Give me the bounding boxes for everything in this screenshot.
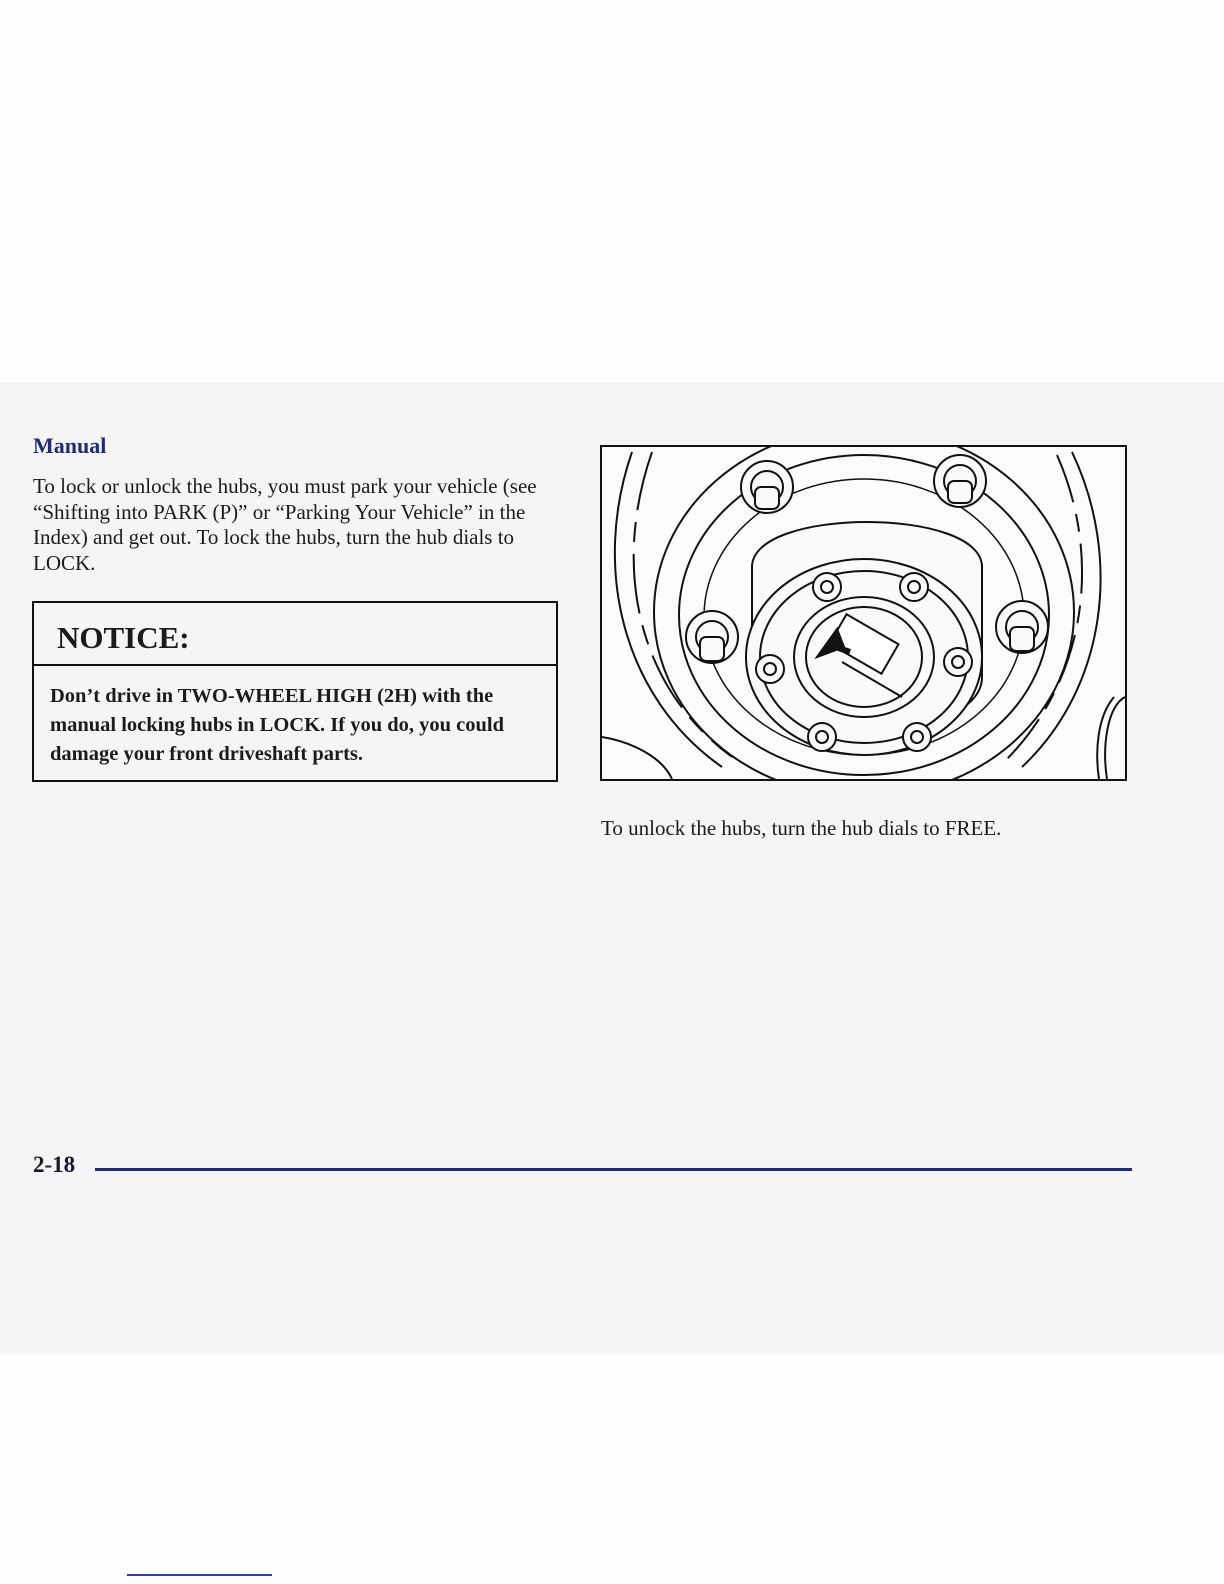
- notice-body: Don’t drive in TWO-WHEEL HIGH (2H) with the manual locking hubs in LOCK. If you do, you could damage your front driveshaft parts.: [50, 685, 504, 765]
- notice-box: [32, 601, 558, 782]
- footer-rule: [95, 1168, 1132, 1171]
- bottom-divider: [127, 1574, 272, 1576]
- section-heading: Manual: [33, 433, 107, 458]
- page-number: 2-18: [33, 1152, 76, 1177]
- notice-title: NOTICE:: [34, 603, 556, 666]
- figure-caption: To unlock the hubs, turn the hub dials to FREE.: [601, 816, 1002, 840]
- hub-figure: [600, 445, 1127, 781]
- intro-paragraph: To lock or unlock the hubs, you must park your vehicle (see “Shifting into PARK (P)” or “Parking Your Vehicle” in the Index) and get out. To lock the hubs, turn the hub dials to LOCK.: [33, 474, 537, 575]
- locking-hub-illustration: [602, 447, 1125, 779]
